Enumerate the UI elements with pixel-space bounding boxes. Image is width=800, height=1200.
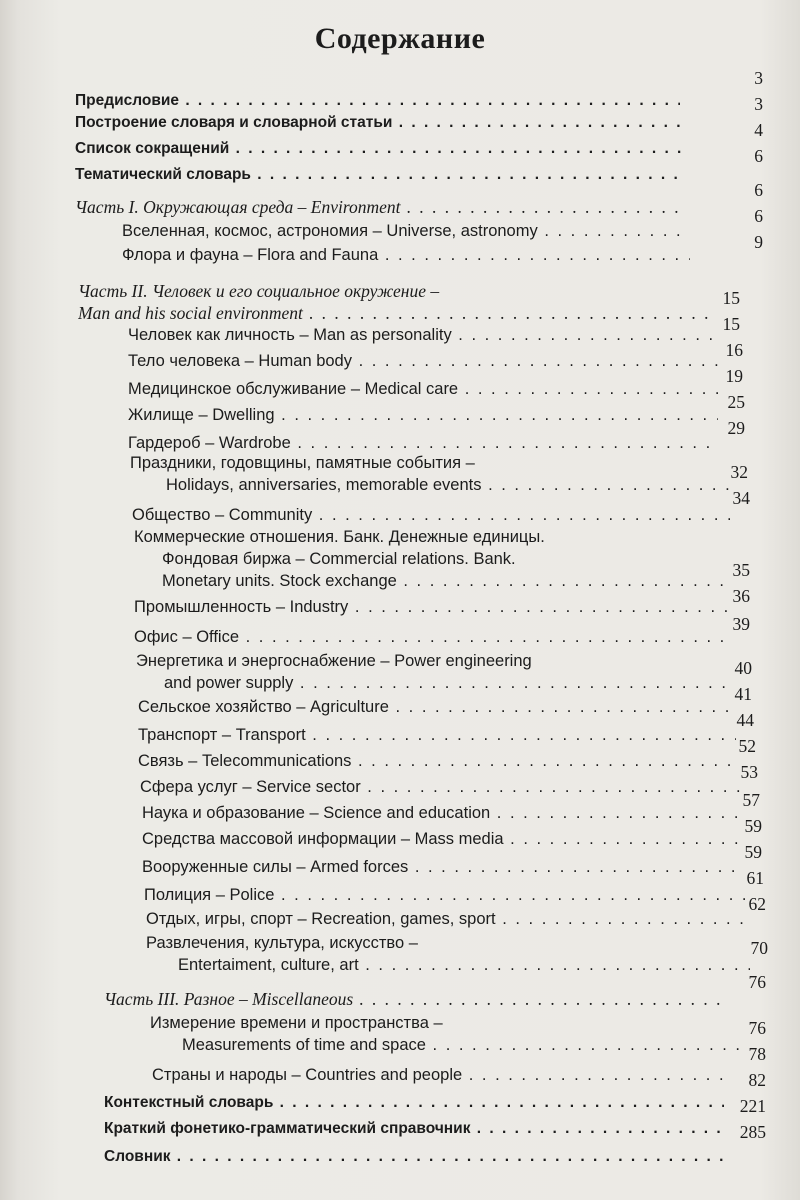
toc-page-number: 52: [738, 736, 756, 756]
toc-entry-label: Часть III. Разное – Miscellaneous . . .: [104, 988, 724, 1010]
toc-page-number: 59: [744, 842, 762, 862]
toc-entry-media[interactable]: [142, 828, 742, 850]
toc-entry-label: Список сокращений . . .: [75, 138, 685, 160]
toc-entry-office[interactable]: [134, 626, 732, 648]
toc-page-number: 70: [750, 938, 768, 958]
toc-entry-label: Человек как личность – Man as personality . . .: [128, 324, 718, 346]
toc-entry-contextual[interactable]: [104, 1092, 724, 1114]
toc-entry-dwelling[interactable]: [128, 404, 718, 426]
toc-page-number: 29: [727, 418, 745, 438]
toc-entry-label: Гардероб – Wardrobe . . .: [128, 432, 718, 454]
toc-entry-telecom[interactable]: [138, 750, 738, 772]
toc-page-number: 9: [754, 232, 763, 252]
toc-page-number: 6: [754, 146, 763, 166]
toc-entry-label: Словник . . .: [104, 1146, 724, 1168]
toc-entry-label-continued: and power supply . . .: [136, 672, 736, 694]
toc-entry-thematic[interactable]: [75, 164, 685, 186]
toc-page-number: 285: [739, 1122, 766, 1142]
toc-page-number: 78: [748, 1044, 766, 1064]
toc-page-number: 34: [732, 488, 750, 508]
page-title: Содержание: [314, 22, 486, 55]
toc-entry-universe[interactable]: [122, 220, 690, 242]
toc-entry-abbreviations[interactable]: [75, 138, 685, 160]
toc-entry-industry[interactable]: [134, 596, 732, 618]
toc-entry-holidays[interactable]: [130, 452, 730, 496]
table-of-contents: [0, 68, 800, 1198]
toc-entry-part-2[interactable]: [78, 280, 718, 324]
toc-entry-police[interactable]: [144, 884, 746, 906]
toc-entry-label: Полиция – Police . . .: [144, 884, 746, 906]
toc-entry-label-continued: Фондовая биржа – Commercial relations. Bank.: [162, 550, 516, 568]
toc-page-number: 3: [754, 94, 763, 114]
toc-page-number: 6: [754, 180, 763, 200]
toc-page-number: 3: [754, 68, 763, 88]
toc-entry-label: Флора и фауна – Flora and Fauna . . .: [122, 244, 690, 266]
toc-entry-recreation[interactable]: [146, 908, 748, 930]
toc-entry-label: Средства массовой информации – Mass media . . .: [142, 828, 742, 850]
toc-entry-label: Офис – Office . . .: [134, 626, 732, 648]
toc-entry-countries[interactable]: [152, 1064, 724, 1086]
toc-entry-label: Общество – Community . . .: [132, 504, 730, 526]
toc-entry-agriculture[interactable]: [138, 696, 736, 718]
toc-entry-label: Наука и образование – Science and education . . .: [142, 802, 742, 824]
toc-entry-label: Измерение времени и пространства –: [150, 1014, 443, 1032]
toc-entry-community[interactable]: [132, 504, 730, 526]
toc-entry-label: Праздники, годовщины, памятные события –: [130, 454, 475, 472]
toc-entry-label-continued: Man and his social environment . . .: [78, 302, 718, 324]
toc-entry-label-continued: Holidays, anniversaries, memorable events . . .: [130, 474, 730, 496]
toc-entry-label: Часть I. Окружающая среда – Environment . . .: [75, 196, 685, 218]
toc-page-number: 76: [748, 1018, 766, 1038]
toc-entry-label: Тематический словарь . . .: [75, 164, 685, 186]
toc-entry-structure[interactable]: [75, 112, 685, 134]
toc-entry-label: Вооруженные силы – Armed forces . . .: [142, 856, 744, 878]
toc-page-number: 4: [754, 120, 763, 140]
toc-entry-label: Краткий фонетико-грамматический справочник . . .: [104, 1118, 724, 1140]
toc-entry-wordlist[interactable]: [104, 1146, 724, 1168]
toc-entry-label: Контекстный словарь . . .: [104, 1092, 724, 1114]
toc-page-number: 36: [732, 586, 750, 606]
toc-entry-commercial[interactable]: [134, 526, 734, 592]
toc-entry-label: Коммерческие отношения. Банк. Денежные единицы.: [134, 528, 545, 546]
toc-entry-service[interactable]: [140, 776, 740, 798]
toc-page-number: 19: [725, 366, 743, 386]
toc-entry-power[interactable]: [136, 650, 736, 694]
toc-entry-label: Построение словаря и словарной статьи . . .: [75, 112, 685, 134]
toc-entry-personality[interactable]: [128, 324, 718, 346]
toc-page-number: 59: [744, 816, 762, 836]
toc-entry-label: Сельское хозяйство – Agriculture . . .: [138, 696, 736, 718]
toc-entry-part-3[interactable]: [104, 988, 724, 1010]
toc-entry-label: Медицинское обслуживание – Medical care . . .: [128, 378, 718, 400]
toc-page-number: 62: [748, 894, 766, 914]
toc-page-number: 53: [740, 762, 758, 782]
toc-entry-part-1[interactable]: [75, 196, 685, 218]
toc-page-number: 16: [725, 340, 743, 360]
toc-entry-preface[interactable]: [75, 90, 680, 112]
toc-page-number: 25: [727, 392, 745, 412]
toc-page-number: 61: [746, 868, 764, 888]
toc-page-number: 76: [748, 972, 766, 992]
toc-entry-body[interactable]: [128, 350, 718, 372]
toc-entry-label: Энергетика и энергоснабжение – Power engineering: [136, 652, 532, 670]
toc-entry-armed-forces[interactable]: [142, 856, 744, 878]
toc-entry-science[interactable]: [142, 802, 742, 824]
toc-entry-label-continued: Measurements of time and space . . .: [150, 1034, 750, 1056]
toc-page-number: 35: [732, 560, 750, 580]
toc-page-number: 15: [722, 288, 740, 308]
toc-entry-label: Тело человека – Human body . . .: [128, 350, 718, 372]
toc-entry-label: Жилище – Dwelling . . .: [128, 404, 718, 426]
toc-entry-wardrobe[interactable]: [128, 432, 718, 454]
toc-entry-label: Вселенная, космос, астрономия – Universe, astronomy . . .: [122, 220, 690, 242]
toc-page-number: 41: [734, 684, 752, 704]
toc-entry-measurements[interactable]: [150, 1012, 750, 1056]
toc-page-number: 57: [742, 790, 760, 810]
toc-entry-medical[interactable]: [128, 378, 718, 400]
toc-page-number: 32: [730, 462, 748, 482]
toc-page-number: 221: [739, 1096, 766, 1116]
toc-entry-label: Страны и народы – Countries and people . . .: [152, 1064, 724, 1086]
toc-entry-label: Развлечения, культура, искусство –: [146, 934, 418, 952]
toc-page-number: 40: [734, 658, 752, 678]
toc-entry-label-continued: Entertaiment, culture, art . . .: [146, 954, 750, 976]
toc-page-number: 44: [736, 710, 754, 730]
toc-entry-label: Сфера услуг – Service sector . . .: [140, 776, 740, 798]
toc-page-number: 6: [754, 206, 763, 226]
toc-entry-label: Часть II. Человек и его социальное окружение –: [78, 281, 440, 301]
toc-page-number: 39: [732, 614, 750, 634]
toc-entry-grammar[interactable]: [104, 1118, 724, 1140]
toc-entry-entertainment[interactable]: [146, 932, 750, 976]
toc-page-number: 82: [748, 1070, 766, 1090]
toc-entry-label: Промышленность – Industry . . .: [134, 596, 732, 618]
toc-entry-label: Отдых, игры, спорт – Recreation, games, sport . . .: [146, 908, 748, 930]
toc-page-number: 15: [722, 314, 740, 334]
toc-entry-label: Связь – Telecommunications . . .: [138, 750, 738, 772]
toc-entry-label: Предисловие . . .: [75, 90, 680, 112]
toc-entry-label: Транспорт – Transport . . .: [138, 724, 736, 746]
toc-entry-flora[interactable]: [122, 244, 690, 266]
toc-entry-label-continued: Monetary units. Stock exchange . . .: [134, 570, 734, 592]
toc-entry-transport[interactable]: [138, 724, 736, 746]
